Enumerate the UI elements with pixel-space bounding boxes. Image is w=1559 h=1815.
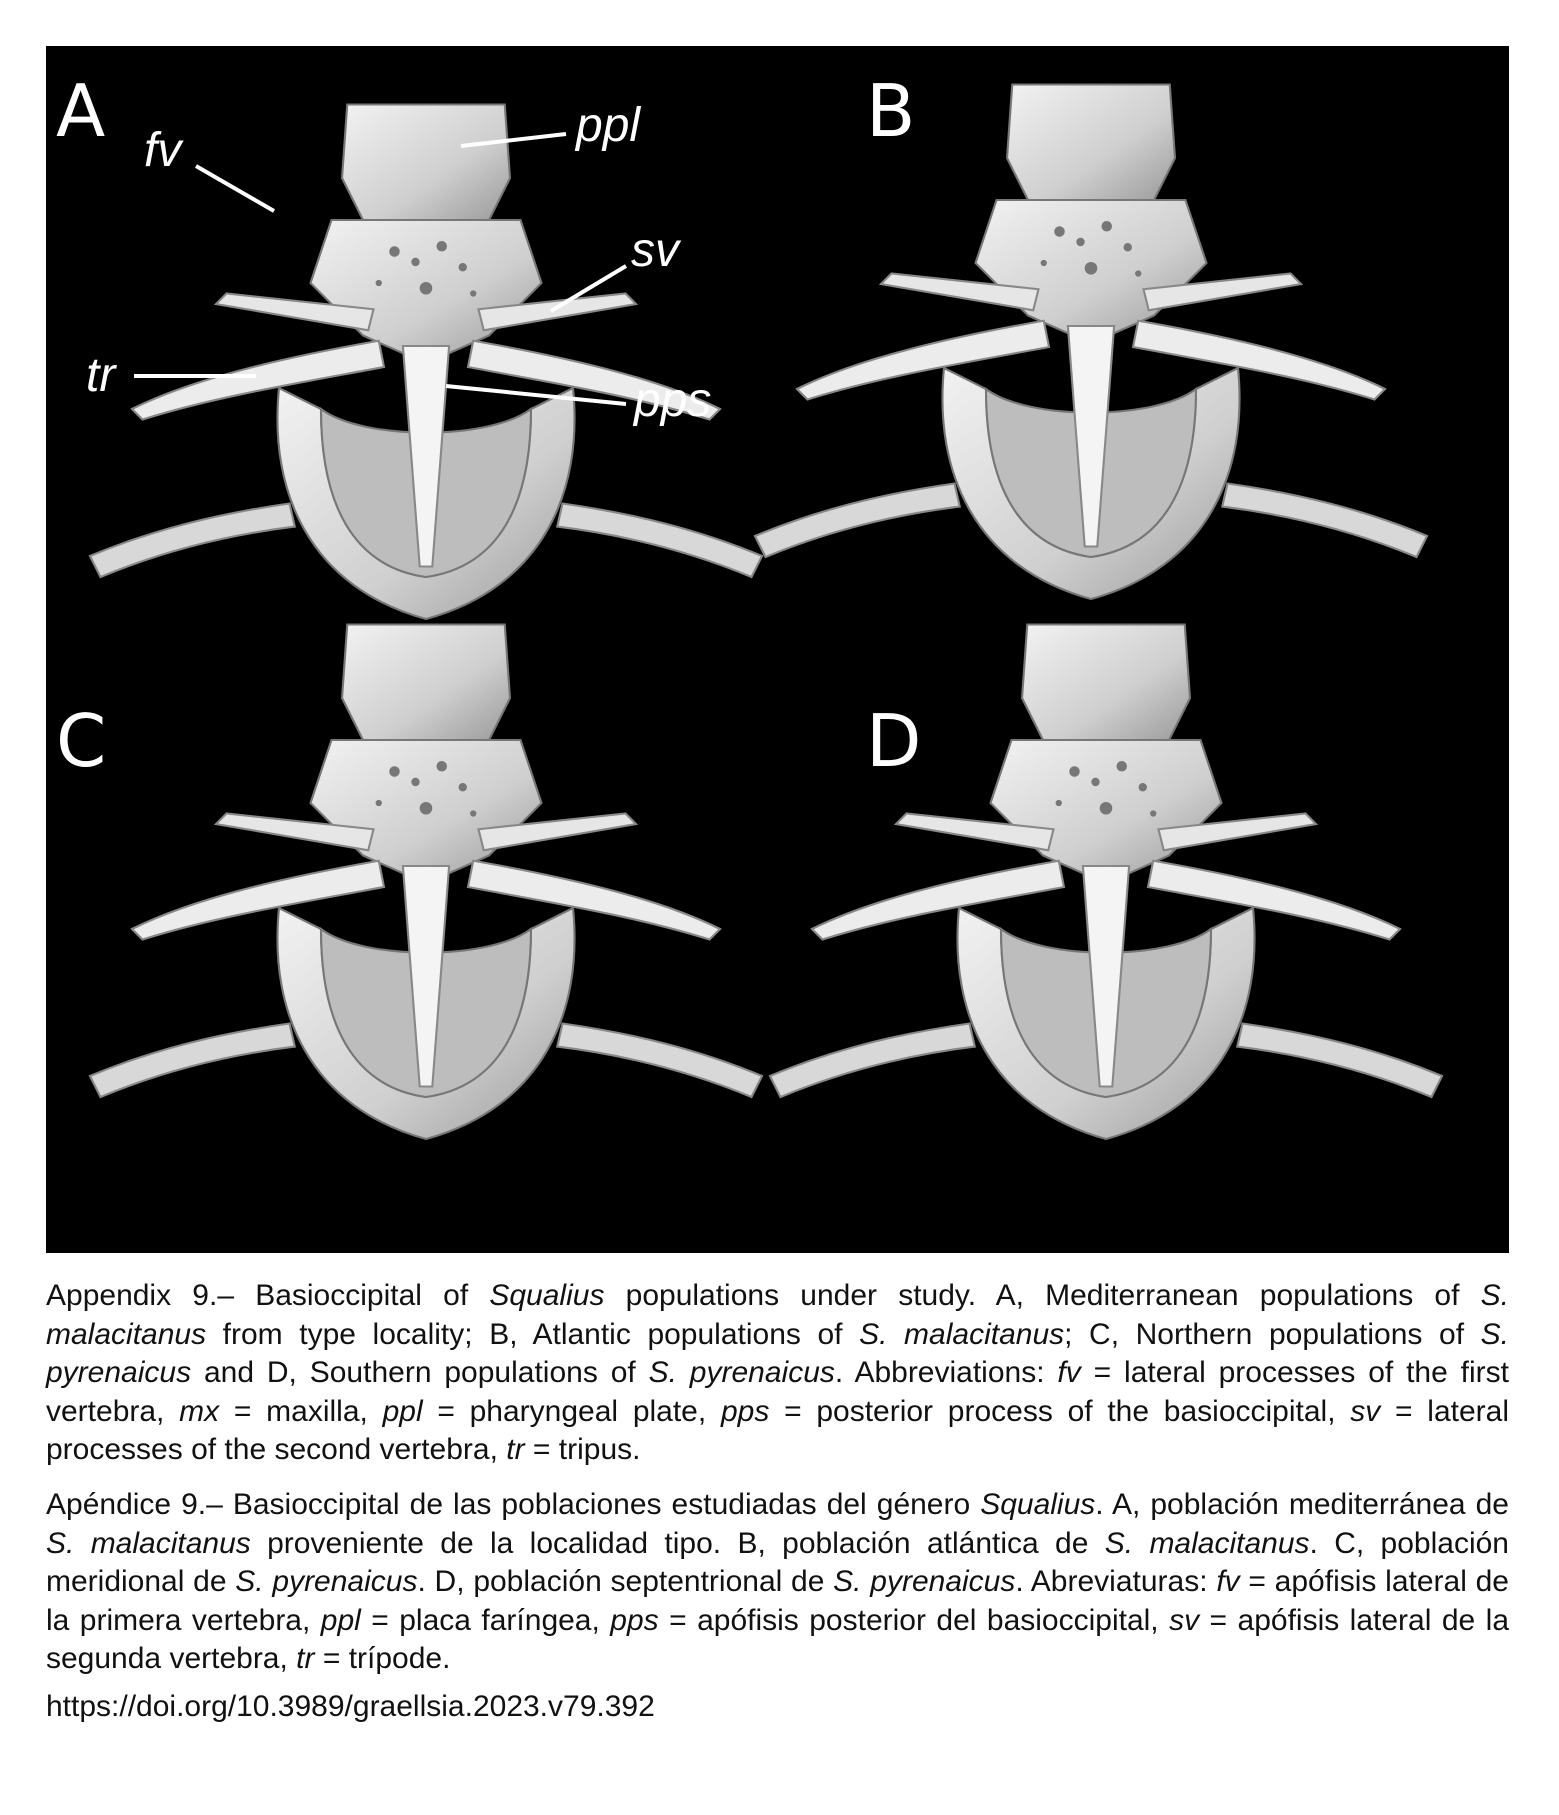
caption-en-run: ; C, Northern populations of <box>1064 1317 1481 1351</box>
caption-spanish <box>46 1486 1509 1679</box>
panel-c-letter: C <box>56 699 107 783</box>
panel-a-skull-image <box>90 105 762 620</box>
caption-en-run: mx <box>179 1394 220 1428</box>
caption-es-run: = apófisis posterior del basioccipital, <box>658 1603 1170 1637</box>
caption-en-run: = lateral processes of the second vertebra, <box>46 1394 1509 1466</box>
figure-panel-grid <box>46 46 1509 1253</box>
ct-scan-figure <box>46 46 1509 1253</box>
caption-es-run: S. malacitanus <box>46 1526 251 1560</box>
panel-b-letter: B <box>866 69 916 153</box>
panel-a-letter: A <box>56 69 106 153</box>
caption-es-run: . D, población septentrional de <box>417 1565 834 1598</box>
caption-en-run: Squalius <box>489 1279 605 1312</box>
caption-en-run: S. pyrenaicus <box>648 1356 835 1389</box>
caption-en-run: S. malacitanus <box>859 1317 1065 1351</box>
caption-es-run: tr <box>296 1642 315 1675</box>
caption-es-run: = apófisis lateral de la segunda vertebra, <box>46 1603 1509 1675</box>
sv-label: sv <box>631 224 679 277</box>
caption-en-run: = lateral processes of the first vertebra, <box>46 1356 1509 1428</box>
caption-en-run: ppl <box>382 1394 423 1428</box>
fv-leader-line <box>196 166 274 211</box>
caption-en-run: tr <box>506 1433 525 1466</box>
caption-en-run: = maxilla, <box>219 1394 383 1428</box>
panel-a <box>56 69 762 619</box>
caption-es-run: S. pyrenaicus <box>235 1565 418 1598</box>
pps-label: pps <box>634 374 712 427</box>
caption-es-run: ppl <box>320 1603 361 1637</box>
fv-label: fv <box>144 124 182 177</box>
caption-es-run: sv <box>1169 1603 1200 1637</box>
caption-en-run: pps <box>720 1394 770 1428</box>
caption-es-run: . A, población mediterránea de <box>1095 1488 1509 1521</box>
caption-en-run: and D, Southern populations of <box>191 1356 649 1389</box>
caption-english <box>46 1277 1509 1470</box>
caption-es-run: = apófisis lateral de la primera vertebra, <box>46 1565 1509 1637</box>
caption-en-run: from type locality; B, Atlantic populations of <box>206 1317 860 1351</box>
caption-en-run: . Abbreviations: <box>834 1356 1058 1389</box>
panel-c-skull-image <box>90 625 762 1140</box>
caption-es-run: fv <box>1216 1565 1240 1598</box>
caption-en-run: S. pyrenaicus <box>46 1317 1509 1389</box>
doi-link[interactable]: https://doi.org/10.3989/graellsia.2023.v79.392 <box>46 1690 655 1723</box>
caption-es-run: S. malacitanus <box>1104 1526 1310 1560</box>
panel-b-skull-image <box>755 85 1427 600</box>
caption-es-run: proveniente de la localidad tipo. B, población atlántica de <box>250 1526 1105 1560</box>
caption-en-run: fv <box>1057 1356 1081 1389</box>
ppl-label: ppl <box>576 99 641 152</box>
caption-es-run: . Abreviaturas: <box>1015 1565 1217 1598</box>
caption-en-run: Appendix 9.– Basioccipital of <box>46 1279 490 1312</box>
panel-d <box>770 625 1442 1140</box>
caption-en-run: = posterior process of the basioccipital, <box>769 1394 1351 1428</box>
caption-en-run: sv <box>1350 1394 1381 1428</box>
panel-b <box>755 69 1427 599</box>
caption-es-run: = trípode. <box>314 1642 451 1675</box>
caption-en-run: S. malacitanus <box>46 1279 1509 1351</box>
caption-es-run: = placa faríngea, <box>360 1603 611 1637</box>
panel-c <box>56 625 762 1140</box>
caption-en-run: = tripus. <box>524 1433 641 1466</box>
caption-es-run: . C, población meridional de <box>46 1526 1509 1598</box>
caption-en-run: = pharyngeal plate, <box>422 1394 721 1428</box>
caption-es-run: Apéndice 9.– Basioccipital de las poblaciones estudiadas del género <box>46 1488 981 1521</box>
caption-es-run: pps <box>610 1603 659 1637</box>
caption-es-run: Squalius <box>980 1488 1096 1521</box>
caption-es-run: S. pyrenaicus <box>833 1565 1016 1598</box>
panel-d-letter: D <box>866 699 922 783</box>
tr-label: tr <box>86 349 116 402</box>
caption-en-run: populations under study. A, Mediterranean populations of <box>604 1279 1481 1312</box>
